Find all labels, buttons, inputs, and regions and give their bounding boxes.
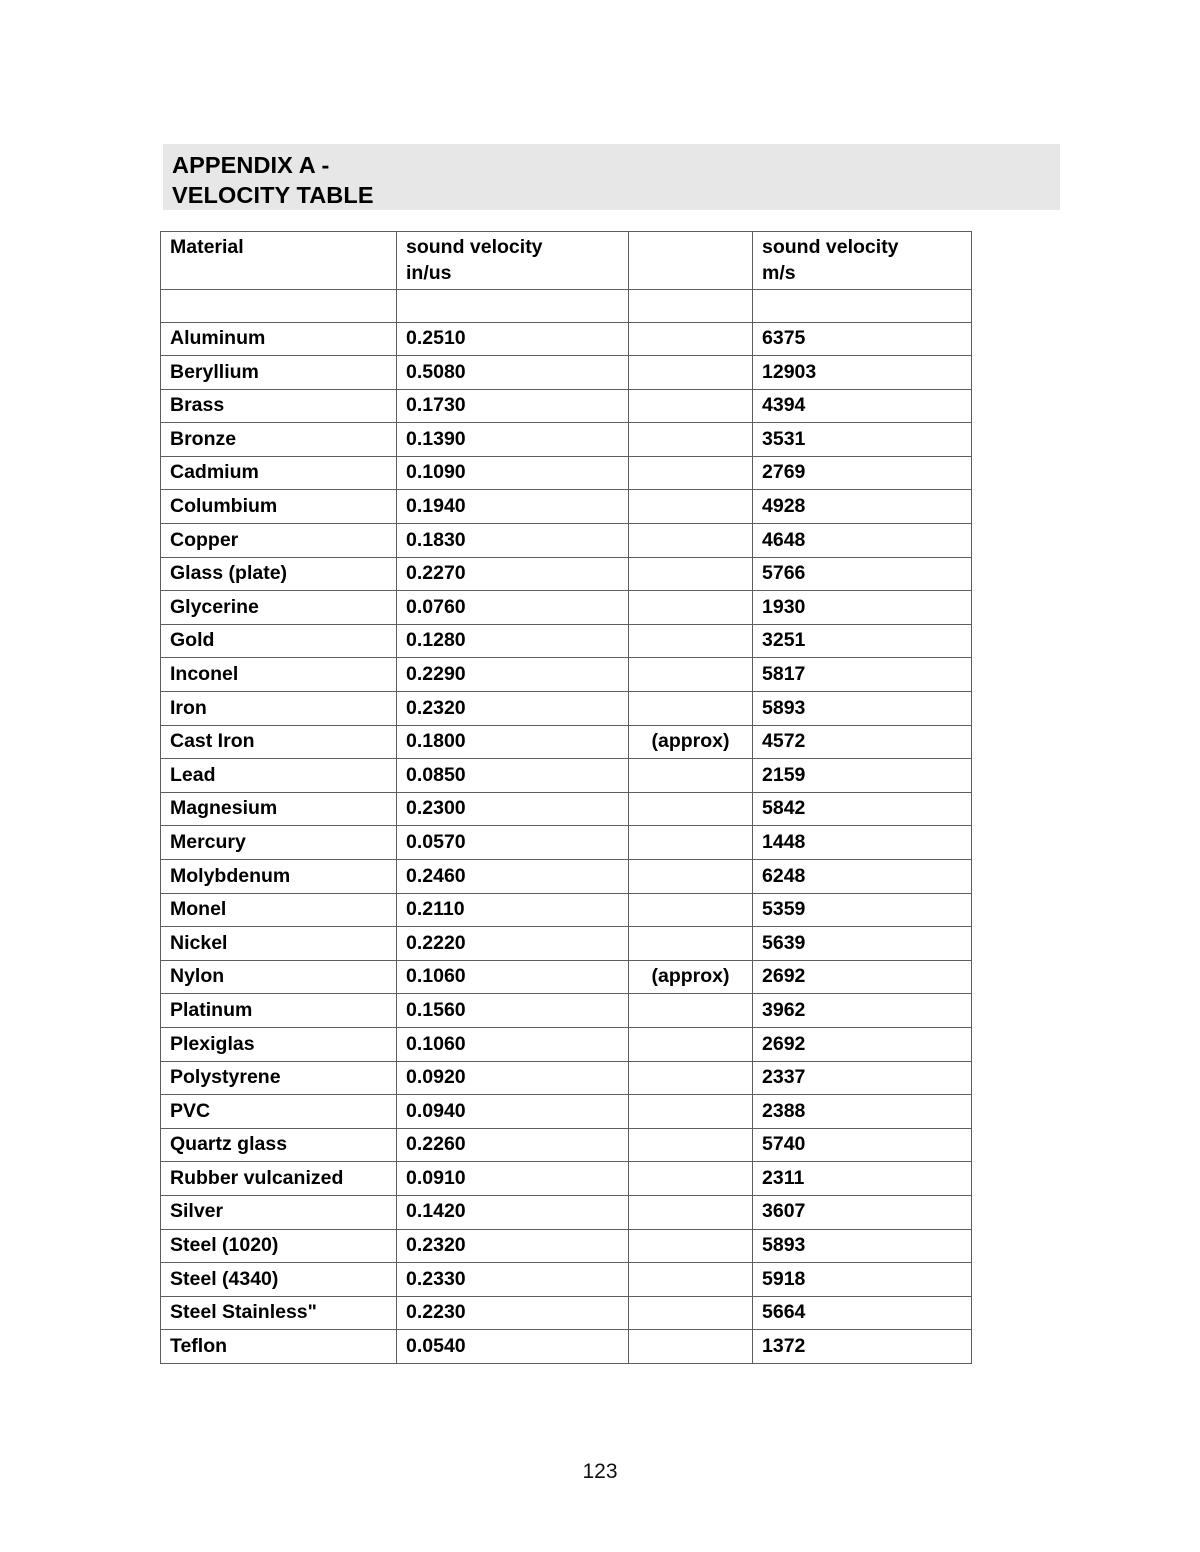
- cell-velocity-m-s: 3962: [753, 994, 972, 1028]
- cell-velocity-m-s: 5817: [753, 658, 972, 692]
- cell-material: Quartz glass: [161, 1128, 397, 1162]
- table-row: [161, 725, 972, 759]
- cell-note: [629, 557, 753, 591]
- cell-velocity-m-s: 5918: [753, 1263, 972, 1297]
- cell-note: [629, 1162, 753, 1196]
- column-header-velocity-in-us: [397, 232, 629, 290]
- cell-velocity-m-s: 6248: [753, 860, 972, 894]
- cell-material: Platinum: [161, 994, 397, 1028]
- page-title-line-1: APPENDIX A -: [172, 152, 330, 178]
- cell-material: Steel (1020): [161, 1229, 397, 1263]
- cell-material: Polystyrene: [161, 1061, 397, 1095]
- cell-material: Beryllium: [161, 356, 397, 390]
- cell-velocity-in-us: 0.2110: [397, 893, 629, 927]
- cell-note: [629, 490, 753, 524]
- table-row: [161, 1195, 972, 1229]
- cell-note: (approx): [629, 725, 753, 759]
- cell-velocity-in-us: 0.1830: [397, 524, 629, 558]
- table-row: [161, 1263, 972, 1297]
- table-row: [161, 927, 972, 961]
- table-row: [161, 1229, 972, 1263]
- cell-velocity-in-us: 0.2320: [397, 692, 629, 726]
- cell-note: [629, 389, 753, 423]
- cell-note: [629, 994, 753, 1028]
- cell-note: [629, 1330, 753, 1364]
- cell-velocity-m-s: 4648: [753, 524, 972, 558]
- cell-note: [629, 624, 753, 658]
- cell-velocity-m-s: 5359: [753, 893, 972, 927]
- cell-note: [629, 356, 753, 390]
- table-row: [161, 389, 972, 423]
- cell-velocity-m-s: 4572: [753, 725, 972, 759]
- cell-velocity-m-s: 3607: [753, 1195, 972, 1229]
- cell-note: [629, 1229, 753, 1263]
- table-row: [161, 1330, 972, 1364]
- cell-material: PVC: [161, 1095, 397, 1129]
- table-body: [161, 290, 972, 1364]
- column-header-velocity-m-s-label: sound velocity: [762, 236, 899, 258]
- cell-velocity-m-s: 5842: [753, 792, 972, 826]
- cell-material: Rubber vulcanized: [161, 1162, 397, 1196]
- cell-material: Nickel: [161, 927, 397, 961]
- cell-material: Nylon: [161, 960, 397, 994]
- cell-note: [629, 1296, 753, 1330]
- cell-note: [629, 826, 753, 860]
- cell-velocity-m-s: 1372: [753, 1330, 972, 1364]
- cell-velocity-m-s: 4394: [753, 389, 972, 423]
- table-row: [161, 1296, 972, 1330]
- cell-velocity-in-us: 0.0570: [397, 826, 629, 860]
- table-row: [161, 1061, 972, 1095]
- cell-material: Glass (plate): [161, 557, 397, 591]
- column-header-material-label: Material: [170, 236, 244, 258]
- cell-material: Cadmium: [161, 456, 397, 490]
- table-row: [161, 423, 972, 457]
- cell-note: [629, 456, 753, 490]
- cell-velocity-in-us: 0.2300: [397, 792, 629, 826]
- table-spacer-cell: [161, 290, 397, 323]
- cell-note: [629, 927, 753, 961]
- cell-velocity-m-s: 2337: [753, 1061, 972, 1095]
- cell-material: Brass: [161, 389, 397, 423]
- cell-velocity-in-us: 0.0910: [397, 1162, 629, 1196]
- cell-material: Iron: [161, 692, 397, 726]
- cell-material: Copper: [161, 524, 397, 558]
- cell-note: [629, 591, 753, 625]
- cell-velocity-in-us: 0.2270: [397, 557, 629, 591]
- cell-material: Plexiglas: [161, 1027, 397, 1061]
- cell-velocity-m-s: 2769: [753, 456, 972, 490]
- cell-velocity-in-us: 0.1060: [397, 1027, 629, 1061]
- cell-velocity-in-us: 0.1730: [397, 389, 629, 423]
- table-row: [161, 1027, 972, 1061]
- cell-material: Magnesium: [161, 792, 397, 826]
- table-row: [161, 826, 972, 860]
- cell-velocity-in-us: 0.1060: [397, 960, 629, 994]
- cell-material: Silver: [161, 1195, 397, 1229]
- page-number: 123: [582, 1460, 618, 1483]
- cell-velocity-m-s: 5740: [753, 1128, 972, 1162]
- cell-velocity-m-s: 2692: [753, 960, 972, 994]
- cell-note: [629, 893, 753, 927]
- cell-note: (approx): [629, 960, 753, 994]
- cell-velocity-in-us: 0.1800: [397, 725, 629, 759]
- cell-note: [629, 759, 753, 793]
- cell-velocity-in-us: 0.2260: [397, 1128, 629, 1162]
- cell-velocity-m-s: 2159: [753, 759, 972, 793]
- cell-note: [629, 860, 753, 894]
- column-header-material: [161, 232, 397, 290]
- cell-velocity-in-us: 0.0760: [397, 591, 629, 625]
- column-header-note: [629, 232, 753, 290]
- cell-velocity-in-us: 0.1390: [397, 423, 629, 457]
- column-header-velocity-in-us-unit: in/us: [406, 261, 452, 284]
- cell-note: [629, 1061, 753, 1095]
- table-row: [161, 591, 972, 625]
- table-row: [161, 456, 972, 490]
- cell-velocity-m-s: 3531: [753, 423, 972, 457]
- cell-note: [629, 1027, 753, 1061]
- table-row: [161, 1095, 972, 1129]
- cell-material: Monel: [161, 893, 397, 927]
- cell-velocity-in-us: 0.1940: [397, 490, 629, 524]
- cell-velocity-m-s: 5893: [753, 1229, 972, 1263]
- cell-note: [629, 524, 753, 558]
- cell-material: Glycerine: [161, 591, 397, 625]
- column-header-velocity-m-s: [753, 232, 972, 290]
- cell-note: [629, 1263, 753, 1297]
- cell-velocity-m-s: 5639: [753, 927, 972, 961]
- table-row: [161, 490, 972, 524]
- cell-velocity-m-s: 4928: [753, 490, 972, 524]
- table-row: [161, 792, 972, 826]
- cell-velocity-m-s: 5893: [753, 692, 972, 726]
- cell-note: [629, 423, 753, 457]
- table-row: [161, 1162, 972, 1196]
- cell-velocity-in-us: 0.2320: [397, 1229, 629, 1263]
- table-row: [161, 524, 972, 558]
- column-header-velocity-in-us-label: sound velocity: [406, 236, 543, 258]
- cell-velocity-in-us: 0.0540: [397, 1330, 629, 1364]
- table-spacer-cell: [629, 290, 753, 323]
- cell-velocity-in-us: 0.1090: [397, 456, 629, 490]
- table-row: [161, 893, 972, 927]
- cell-note: [629, 1095, 753, 1129]
- cell-note: [629, 1195, 753, 1229]
- appendix-heading-band: [163, 144, 1060, 210]
- cell-velocity-in-us: 0.2330: [397, 1263, 629, 1297]
- cell-velocity-m-s: 2388: [753, 1095, 972, 1129]
- cell-velocity-m-s: 5766: [753, 557, 972, 591]
- cell-material: Mercury: [161, 826, 397, 860]
- table-row: [161, 692, 972, 726]
- cell-note: [629, 792, 753, 826]
- table-row: [161, 960, 972, 994]
- cell-material: Bronze: [161, 423, 397, 457]
- cell-velocity-in-us: 0.2220: [397, 927, 629, 961]
- cell-velocity-m-s: 3251: [753, 624, 972, 658]
- cell-velocity-in-us: 0.1280: [397, 624, 629, 658]
- cell-material: Gold: [161, 624, 397, 658]
- cell-material: Aluminum: [161, 322, 397, 356]
- table-header: [161, 232, 972, 290]
- cell-velocity-in-us: 0.2460: [397, 860, 629, 894]
- cell-material: Inconel: [161, 658, 397, 692]
- cell-velocity-m-s: 2311: [753, 1162, 972, 1196]
- page-title-line-2: VELOCITY TABLE: [172, 182, 374, 208]
- cell-velocity-in-us: 0.1560: [397, 994, 629, 1028]
- cell-velocity-in-us: 0.1420: [397, 1195, 629, 1229]
- cell-velocity-in-us: 0.2290: [397, 658, 629, 692]
- table-row: [161, 1128, 972, 1162]
- cell-material: Columbium: [161, 490, 397, 524]
- cell-material: Steel Stainless": [161, 1296, 397, 1330]
- cell-velocity-m-s: 5664: [753, 1296, 972, 1330]
- cell-velocity-in-us: 0.0940: [397, 1095, 629, 1129]
- cell-material: Teflon: [161, 1330, 397, 1364]
- table-row: [161, 322, 972, 356]
- table-spacer-row: [161, 290, 972, 323]
- table-row: [161, 557, 972, 591]
- table-row: [161, 658, 972, 692]
- cell-velocity-m-s: 12903: [753, 356, 972, 390]
- table-spacer-cell: [753, 290, 972, 323]
- cell-velocity-in-us: 0.2230: [397, 1296, 629, 1330]
- cell-material: Molybdenum: [161, 860, 397, 894]
- table-row: [161, 994, 972, 1028]
- velocity-table: [160, 231, 972, 1364]
- cell-note: [629, 322, 753, 356]
- table-row: [161, 624, 972, 658]
- cell-velocity-m-s: 2692: [753, 1027, 972, 1061]
- column-header-velocity-m-s-unit: m/s: [762, 261, 796, 284]
- cell-note: [629, 658, 753, 692]
- table-row: [161, 356, 972, 390]
- table-row: [161, 860, 972, 894]
- cell-material: Steel (4340): [161, 1263, 397, 1297]
- table-spacer-cell: [397, 290, 629, 323]
- table-row: [161, 759, 972, 793]
- cell-velocity-in-us: 0.0920: [397, 1061, 629, 1095]
- cell-note: [629, 692, 753, 726]
- cell-velocity-m-s: 1930: [753, 591, 972, 625]
- cell-material: Cast Iron: [161, 725, 397, 759]
- cell-material: Lead: [161, 759, 397, 793]
- cell-velocity-m-s: 1448: [753, 826, 972, 860]
- table-header-row: [161, 232, 972, 290]
- cell-velocity-m-s: 6375: [753, 322, 972, 356]
- cell-velocity-in-us: 0.2510: [397, 322, 629, 356]
- cell-note: [629, 1128, 753, 1162]
- cell-velocity-in-us: 0.5080: [397, 356, 629, 390]
- cell-velocity-in-us: 0.0850: [397, 759, 629, 793]
